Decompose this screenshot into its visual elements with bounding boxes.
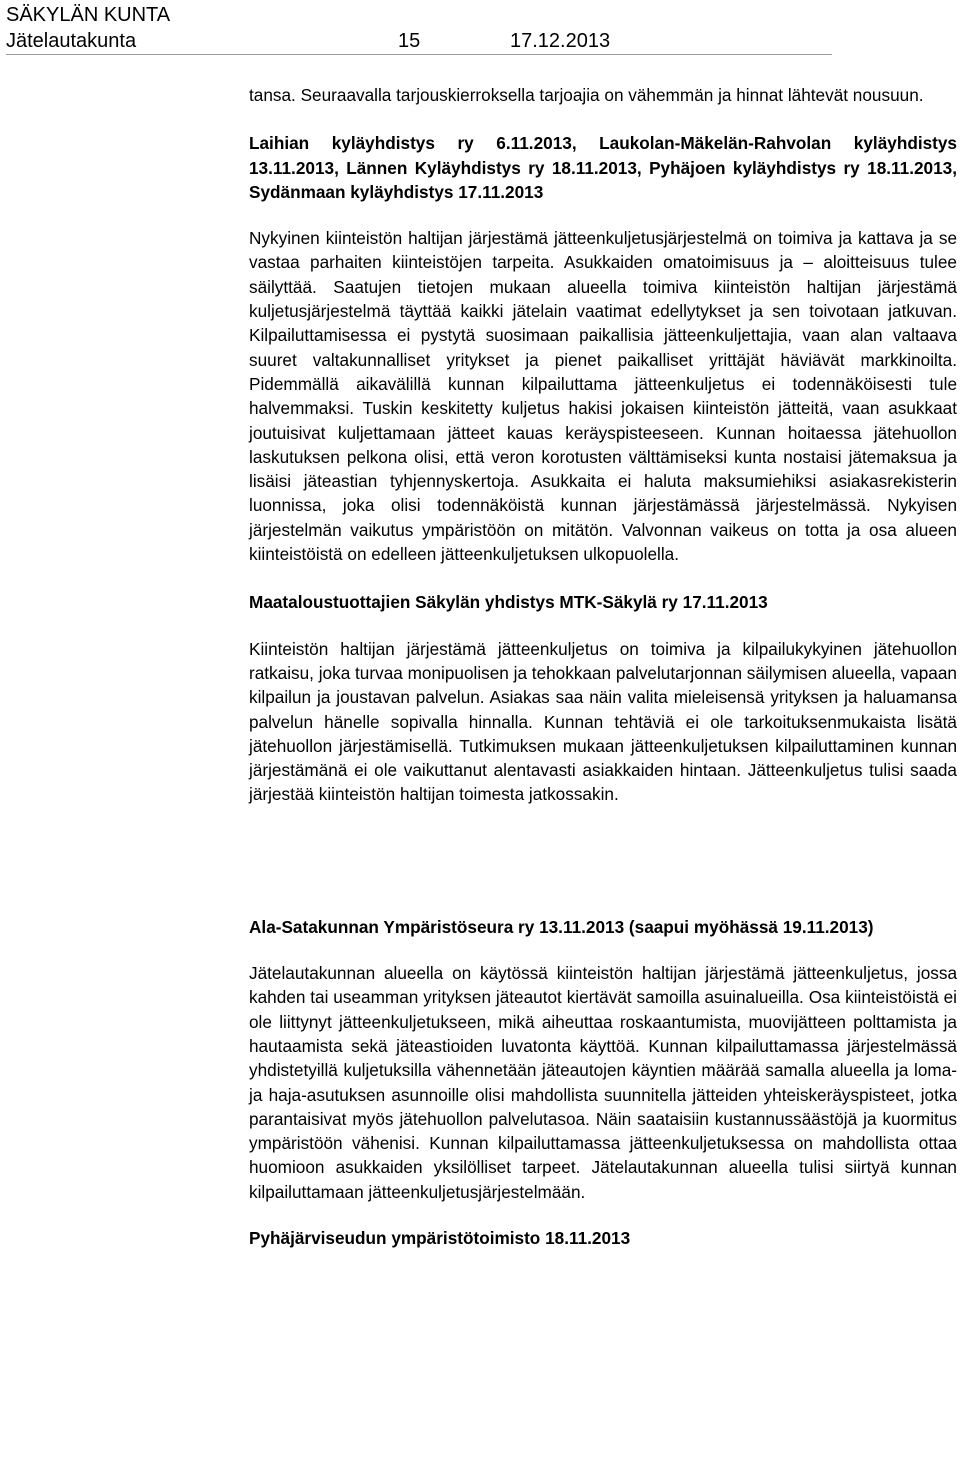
- header-meta-row: [6, 28, 826, 54]
- mtk-heading: Maataloustuottajien Säkylän yhdistys MTK-Säkylä ry 17.11.2013: [249, 592, 768, 613]
- document-body: [249, 83, 957, 1250]
- pyhajarvi-heading: Pyhäjärviseudun ympäristötoimisto 18.11.2013: [249, 1227, 631, 1248]
- board-name: Jätelautakunta: [6, 30, 137, 52]
- intro-paragraph: tansa. Seuraavalla tarjouskierroksella tarjoajia on vähemmän ja hinnat lähtevät nousuun.: [249, 85, 924, 105]
- document-header: [6, 2, 826, 54]
- meeting-date: 17.12.2013: [510, 30, 611, 52]
- laihia-heading: Laihian kyläyhdistys ry 6.11.2013, Laukolan-Mäkelän-Rahvolan kyläyhdistys 13.11.2013, Lännen Kyläyhdistys ry 18.11.2013, Pyhäjoen kyläyhdistys ry 18.11.2013, Sydänmaan kyläyhdistys 17.11.2013: [249, 133, 957, 202]
- page-number: 15: [398, 30, 421, 52]
- ala-satakunta-paragraph: Jätelautakunnan alueella on käytössä kiinteistön haltijan järjestämä jätteenkuljetus, jossa kahden tai useamman yrityksen jäteautot kiertävät samoilla asuinalueilla. Osa kiinteistöistä ei ole liittynyt jätteenkuljetukseen, mikä aiheuttaa roskaantumista, muovijätteen polttamista ja hautaamista sekä jäteastioiden luvatonta käyttöä. Kunnan kilpailuttamassa järjestelmässä yhdistetyillä kuljetuksilla vähennetään jäteautojen käyntien määrää samalla alueella ja loma- ja haja-asutuksen asunnoille olisi mahdollista suunnitella jätteiden yhteiskeräyspisteet, jotka parantaisivat myös jätehuollon palvelutasoa. Näin saataisiin kustannussäästöjä ja kuormitus ympäristöön vähenisi. Kunnan kilpailuttamassa jätteenkuljetuksessa on mahdollista ottaa huomioon asukkaiden yksilölliset tarpeet. Jätelautakunnan alueella tulisi siirtyä kunnan kilpailuttamaan jätteenkuljetusjärjestelmään.: [249, 963, 957, 1202]
- header-divider: [6, 54, 832, 55]
- organization-name: SÄKYLÄN KUNTA: [6, 4, 171, 26]
- laihia-paragraph: Nykyinen kiinteistön haltijan järjestämä jätteenkuljetusjärjestelmä on toimiva ja kattava ja se vastaa parhaiten kiinteistöjen tarpeita. Asukkaiden omatoimisuus ja – aloitteisuus tulee säilyttää. Saatujen tietojen mukaan alueella toimiva kiinteistön haltijan järjestämä kuljetusjärjestelmä täyttää kaikki jätelain vaatimat edellytykset ja sen toivotaan jatkuvan. Kilpailuttamisessa ei pystytä suosimaan paikallisia jätteenkuljettajia, vaan alan valtaava suuret valtakunnalliset yritykset ja pienet paikalliset yrittäjät häviävät markkinoilta. Pidemmällä aikavälillä kunnan kilpailuttama jätteenkuljetus ei todennäköisesti tule halvemmaksi. Tuskin keskitetty kuljetus hakisi jokaisen kiinteistön jätteitä, vaan asukkaat joutuisivat kuljettamaan jätteet kauas keräyspisteeseen. Kunnan hoitaessa jätehuollon laskutuksen pelkona olisi, että veron korotusten välttämiseksi kunta nostaisi jätemaksua ja lisäisi jäteastian tyhjennyskertoja. Asukkaita ei haluta maksumiehiksi asiakasrekisterin luonnissa, joka olisi todennäköistä kunnan järjestämässä järjestelmässä. Nykyisen järjestelmän vaikutus ympäristöön on mitätön. Valvonnan vaikeus on totta ja osa alueen kiinteistöistä on edelleen jätteenkuljetuksen ulkopuolella.: [249, 228, 957, 565]
- ala-satakunta-heading: Ala-Satakunnan Ympäristöseura ry 13.11.2013 (saapui myöhässä 19.11.2013): [249, 916, 874, 937]
- mtk-paragraph: Kiinteistön haltijan järjestämä jätteenkuljetus on toimiva ja kilpailukykyinen jätehuollon ratkaisu, joka turvaa monipuolisen ja tehokkaan palvelutarjonnan säilymisen alueella, vapaan kilpailun ja joustavan palvelun. Asiakas saa näin valita mieleisensä yrityksen ja haluamansa palvelun hänelle sopivalla hinnalla. Kunnan tehtäviä ei ole tarkoituksenmukaista lisätä jätehuollon järjestämisellä. Tutkimuksen mukaan jätteenkuljetuksen kilpailuttaminen kunnan järjestämänä ei ole vaikuttanut alentavasti asiakkaiden hintaan. Jätteenkuljetus tulisi saada järjestää kiinteistön haltijan toimesta jatkossakin.: [249, 638, 957, 805]
